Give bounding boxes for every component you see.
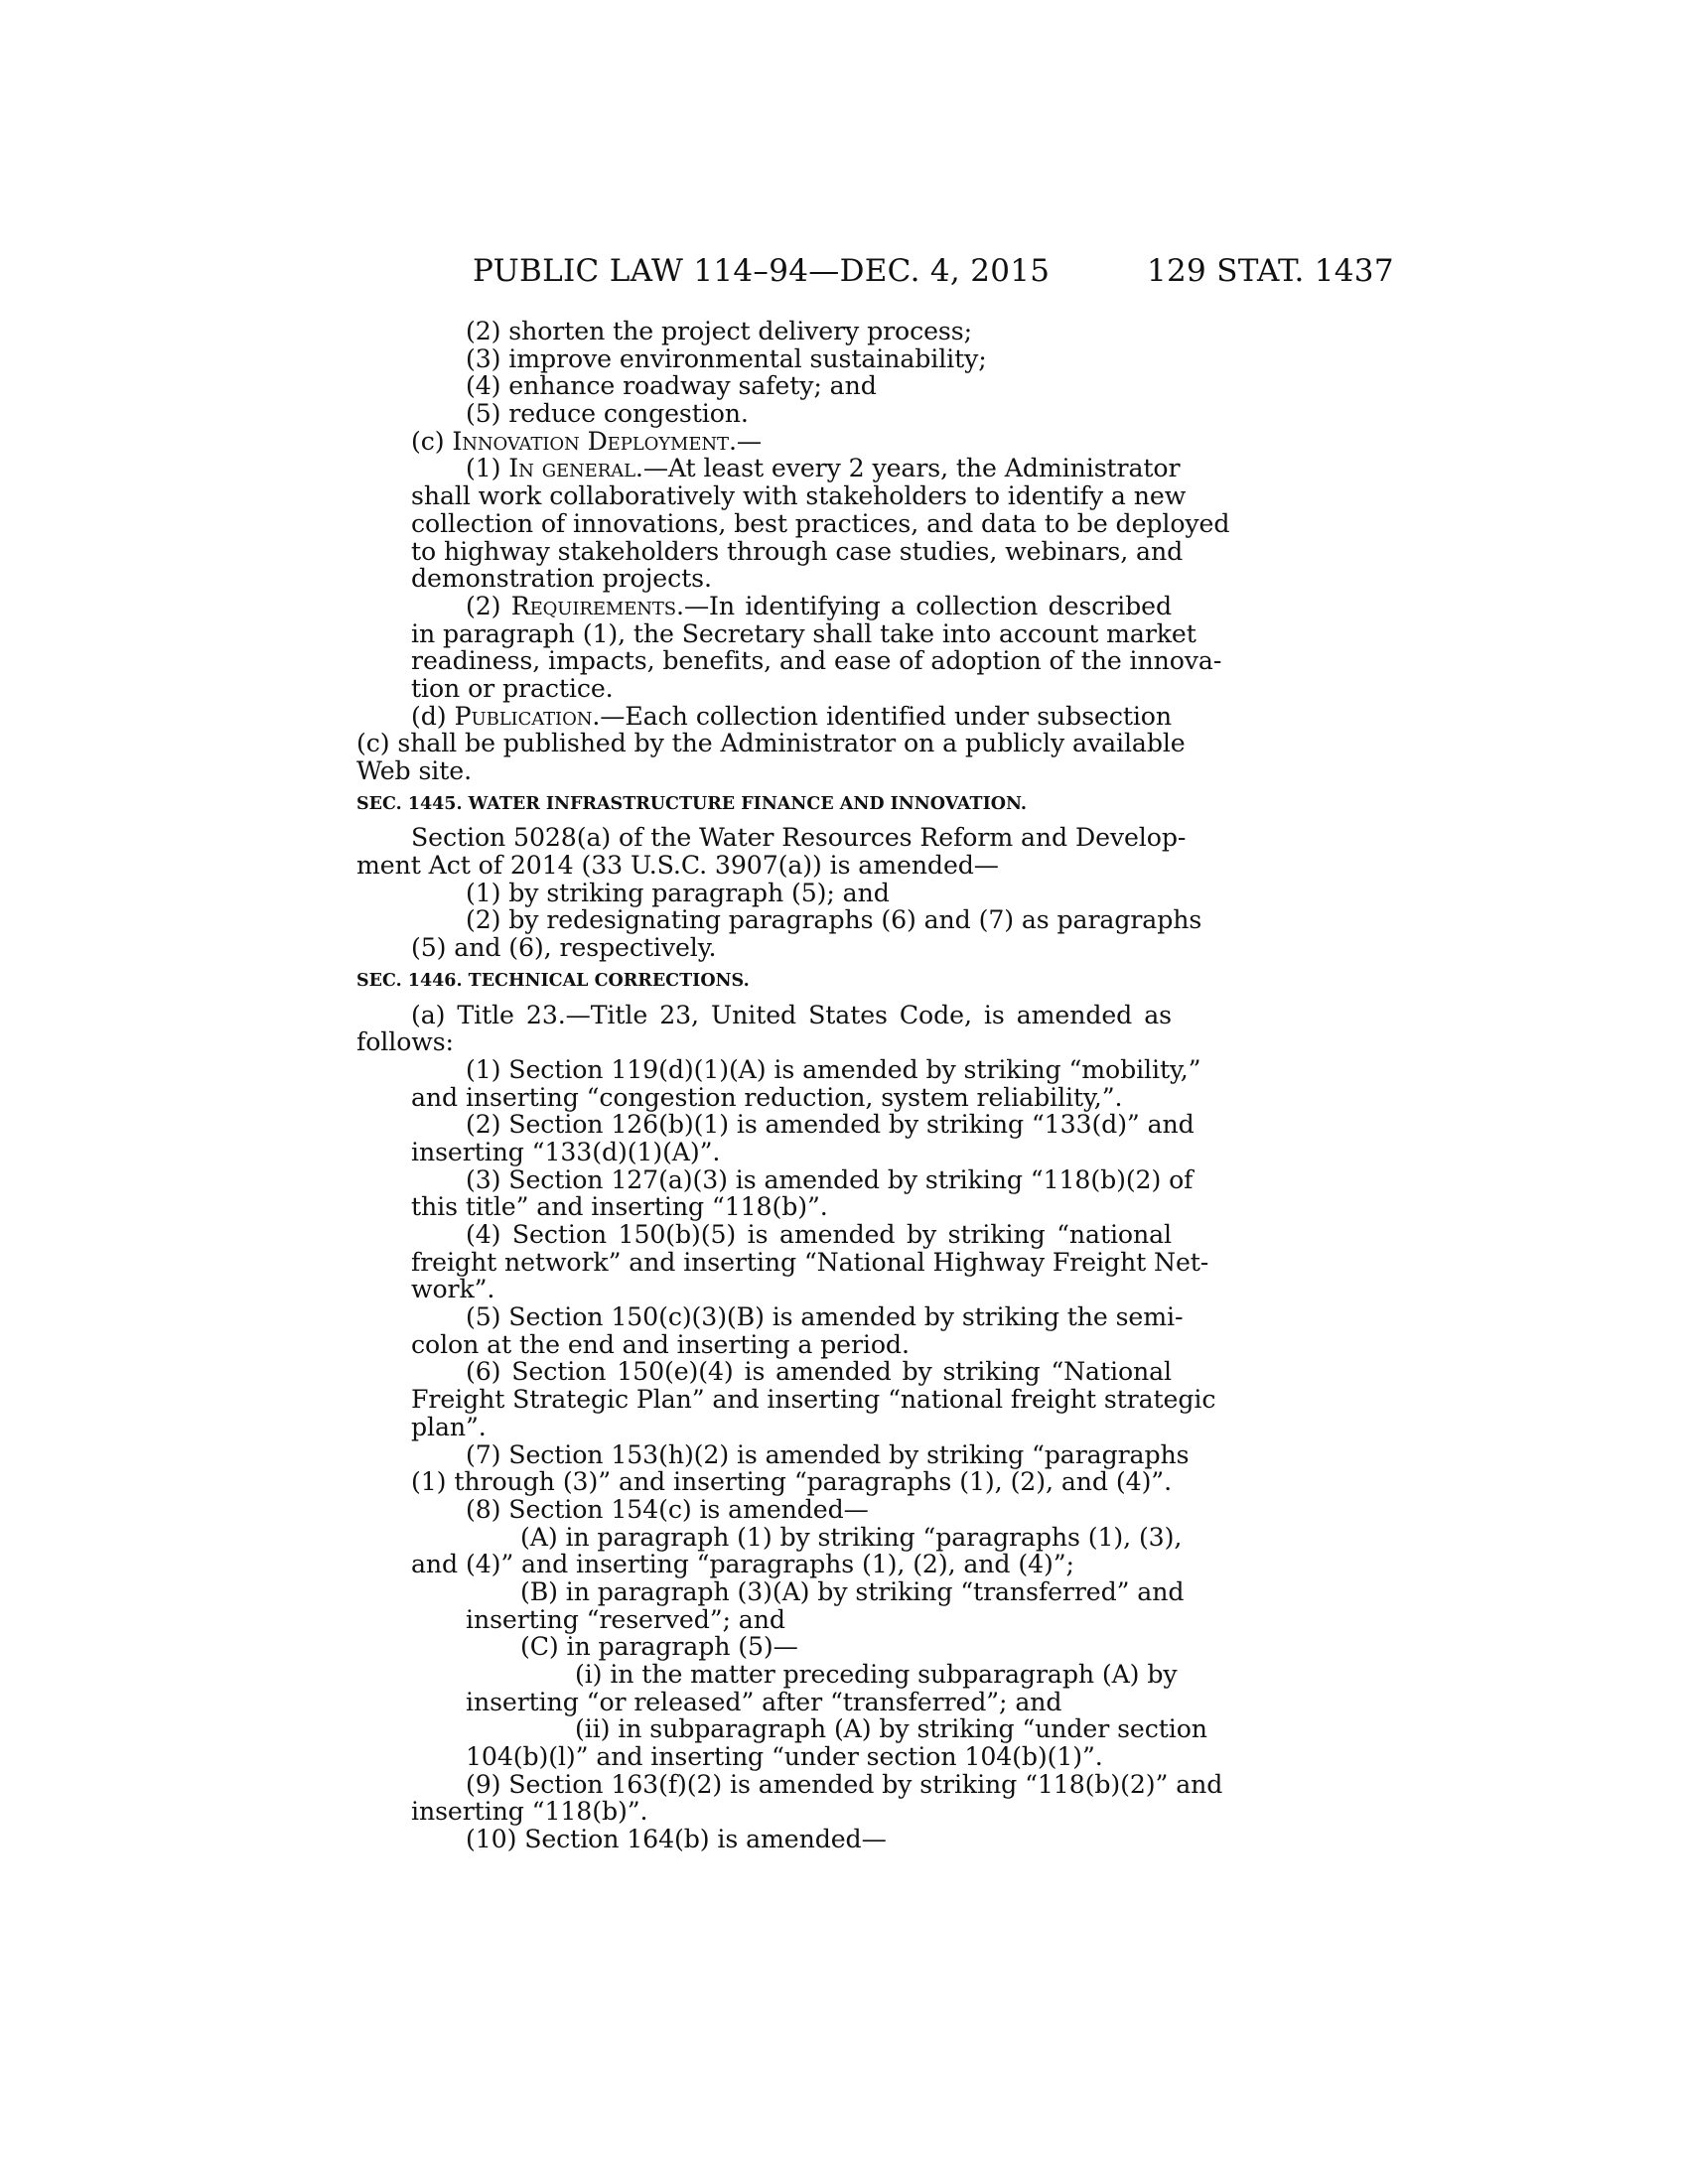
text-line: collection of innovations, best practices, and data to be deployed xyxy=(411,508,1230,538)
text-line: (1) through (3)” and inserting “paragraphs (1), (2), and (4)”. xyxy=(411,1467,1172,1497)
text-line: ment Act of 2014 (33 U.S.C. 3907(a)) is amended— xyxy=(356,851,999,881)
text-line: in paragraph (1), the Secretary shall take into account market xyxy=(411,618,1196,648)
text-line: (3) improve environmental sustainability; xyxy=(466,343,987,373)
text-line: tion or practice. xyxy=(411,673,614,703)
text-line: inserting “or released” after “transferred”; and xyxy=(466,1687,1062,1716)
text-line: Freight Strategic Plan” and inserting “national freight strategic xyxy=(411,1385,1216,1415)
text-line: (4) enhance roadway safety; and xyxy=(466,371,877,401)
text-line: (1) In general.—At least every 2 years, the Administrator xyxy=(466,454,1181,483)
text-line: (C) in paragraph (5)— xyxy=(520,1632,798,1662)
text-line: (c) shall be published by the Administrator on a publicly available xyxy=(356,729,1186,758)
text-line: inserting “118(b)”. xyxy=(411,1797,648,1827)
statute-text-body xyxy=(356,317,1230,1854)
text-line: work”. xyxy=(411,1275,495,1304)
text-line: to highway stakeholders through case studies, webinars, and xyxy=(411,536,1184,566)
text-line: plan”. xyxy=(411,1412,487,1441)
text-line: (d) Publication.—Each collection identified under subsection xyxy=(411,701,1172,731)
subsection-heading: Publication xyxy=(454,701,593,731)
subsection-heading: Innovation Deployment xyxy=(452,426,729,456)
text-line: (5) reduce congestion. xyxy=(466,399,749,429)
text-line: and inserting “congestion reduction, system reliability,”. xyxy=(411,1082,1123,1112)
text-line: follows: xyxy=(356,1027,454,1057)
text-line: (2) by redesignating paragraphs (6) and (7) as paragraphs xyxy=(466,905,1202,935)
section-heading: SEC. 1446. TECHNICAL CORRECTIONS. xyxy=(356,970,750,991)
text-line: (3) Section 127(a)(3) is amended by striking “118(b)(2) of xyxy=(466,1164,1194,1194)
text-line: freight network” and inserting “National Highway Freight Net- xyxy=(411,1247,1209,1277)
text-line: (6) Section 150(e)(4) is amended by striking “National xyxy=(466,1357,1172,1387)
text-line: (i) in the matter preceding subparagraph (A) by xyxy=(575,1660,1178,1689)
text-line: (8) Section 154(c) is amended— xyxy=(466,1494,869,1524)
text-line: (2) shorten the project delivery process; xyxy=(466,317,972,345)
text-line: (7) Section 153(h)(2) is amended by striking “paragraphs xyxy=(466,1439,1190,1469)
text-line: Section 5028(a) of the Water Resources Reform and Develop- xyxy=(411,823,1187,853)
text-line: (1) Section 119(d)(1)(A) is amended by striking “mobility,” xyxy=(466,1054,1201,1084)
text-line: (2) Section 126(b)(1) is amended by striking “133(d)” and xyxy=(466,1110,1195,1140)
text-line: colon at the end and inserting a period. xyxy=(411,1329,910,1359)
text-line: (A) in paragraph (1) by striking “paragraphs (1), (3), xyxy=(520,1522,1183,1552)
text-line: (2) Requirements.—In identifying a collection described xyxy=(466,591,1172,620)
text-line: this title” and inserting “118(b)”. xyxy=(411,1192,828,1222)
text-line: inserting “reserved”; and xyxy=(466,1604,785,1634)
text-line: (9) Section 163(f)(2) is amended by striking “118(b)(2)” and xyxy=(466,1769,1223,1799)
text-line: (5) Section 150(c)(3)(B) is amended by striking the semi- xyxy=(466,1302,1184,1332)
text-line: (a) Title 23.—Title 23, United States Code, is amended as xyxy=(411,1000,1172,1029)
text-line: (5) and (6), respectively. xyxy=(411,933,717,963)
subsection-heading: In general xyxy=(508,454,635,483)
running-head-title: PUBLIC LAW 114–94—DEC. 4, 2015 xyxy=(473,253,1051,289)
text-line: (c) Innovation Deployment.— xyxy=(411,426,762,456)
text-line: readiness, impacts, benefits, and ease of adoption of the innova- xyxy=(411,646,1222,676)
text-line: (4) Section 150(b)(5) is amended by striking “national xyxy=(466,1220,1172,1249)
section-heading: SEC. 1445. WATER INFRASTRUCTURE FINANCE AND INNOVATION. xyxy=(356,793,1027,814)
text-line: (1) by striking paragraph (5); and xyxy=(466,878,890,907)
text-line: shall work collaboratively with stakeholders to identify a new xyxy=(411,481,1187,511)
subsection-heading: Requirements xyxy=(510,591,677,620)
text-line: (10) Section 164(b) is amended— xyxy=(466,1825,887,1854)
text-line: Web site. xyxy=(356,756,472,785)
text-line: demonstration projects. xyxy=(411,564,712,594)
running-head-page-number: 129 STAT. 1437 xyxy=(1147,253,1394,289)
text-line: inserting “133(d)(1)(A)”. xyxy=(411,1137,721,1166)
text-line: and (4)” and inserting “paragraphs (1), (2), and (4)”; xyxy=(411,1550,1074,1579)
text-line: (B) in paragraph (3)(A) by striking “transferred” and xyxy=(520,1576,1185,1606)
text-line: (ii) in subparagraph (A) by striking “under section xyxy=(575,1714,1207,1744)
text-line: 104(b)(l)” and inserting “under section 104(b)(1)”. xyxy=(466,1742,1103,1772)
